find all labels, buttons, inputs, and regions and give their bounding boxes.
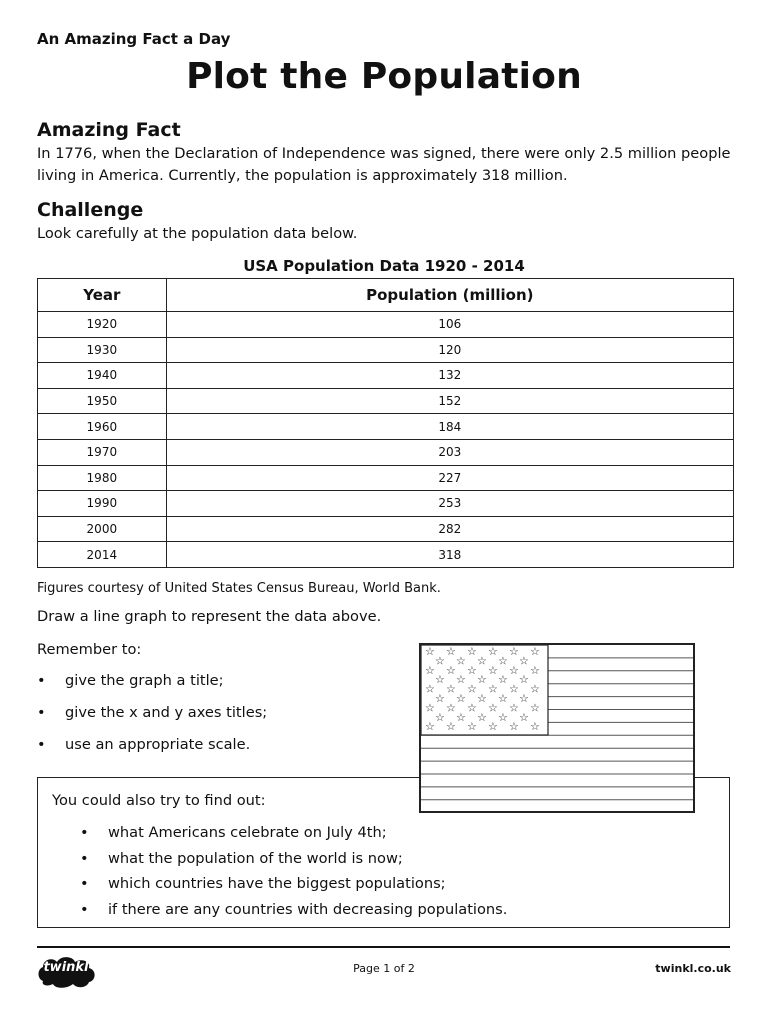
svg-text:☆: ☆: [509, 663, 519, 677]
svg-text:☆: ☆: [530, 663, 540, 677]
population-table: [37, 278, 734, 568]
svg-text:☆: ☆: [435, 654, 445, 668]
list-item: • what Americans celebrate on July 4th;: [80, 824, 507, 850]
year-cell: 2000: [38, 516, 167, 542]
table-row: [38, 516, 734, 542]
svg-text:☆: ☆: [530, 645, 540, 658]
challenge-text: Look carefully at the population data below.: [37, 225, 358, 242]
svg-text:☆: ☆: [519, 654, 529, 668]
svg-text:☆: ☆: [519, 692, 529, 705]
svg-text:☆: ☆: [488, 682, 498, 696]
table-row: [38, 542, 734, 568]
table-row: [38, 337, 734, 363]
table-row: [38, 414, 734, 440]
svg-text:☆: ☆: [446, 720, 456, 734]
svg-text:☆: ☆: [477, 710, 487, 724]
svg-text:☆: ☆: [446, 645, 456, 658]
year-cell: 2014: [38, 542, 167, 568]
population-cell: 282: [166, 516, 733, 542]
fact-heading: Amazing Fact: [37, 119, 181, 141]
svg-text:☆: ☆: [456, 673, 466, 687]
svg-text:☆: ☆: [477, 673, 487, 687]
svg-text:☆: ☆: [498, 710, 508, 724]
source-note: Figures courtesy of United States Census Bureau, World Bank.: [37, 581, 441, 596]
page-number: Page 1 of 2: [353, 962, 415, 975]
svg-text:☆: ☆: [467, 720, 477, 734]
challenge-heading: Challenge: [37, 199, 144, 221]
svg-text:☆: ☆: [530, 720, 540, 734]
list-item: • what the population of the world is now;: [80, 850, 507, 876]
footer-divider: [37, 946, 730, 948]
svg-text:☆: ☆: [456, 654, 466, 668]
population-cell: 120: [166, 337, 733, 363]
svg-text:☆: ☆: [530, 701, 540, 715]
table-row: [38, 388, 734, 414]
year-cell: 1990: [38, 491, 167, 517]
svg-text:☆: ☆: [435, 710, 445, 724]
find-out-intro: You could also try to find out:: [52, 792, 266, 809]
draw-instruction: Draw a line graph to represent the data above.: [37, 608, 382, 625]
list-item: • which countries have the biggest populations;: [80, 875, 507, 901]
svg-text:☆: ☆: [425, 645, 435, 658]
svg-text:☆: ☆: [488, 720, 498, 734]
table-row: [38, 491, 734, 517]
svg-text:☆: ☆: [519, 710, 529, 724]
svg-text:☆: ☆: [509, 682, 519, 696]
svg-text:☆: ☆: [425, 701, 435, 715]
svg-text:☆: ☆: [446, 701, 456, 715]
svg-text:☆: ☆: [509, 720, 519, 734]
table-row: [38, 439, 734, 465]
year-cell: 1940: [38, 363, 167, 389]
svg-text:☆: ☆: [435, 692, 445, 705]
svg-text:☆: ☆: [425, 663, 435, 677]
column-header-year: Year: [38, 279, 167, 312]
remember-list: [37, 672, 267, 768]
svg-text:☆: ☆: [519, 673, 529, 687]
population-cell: 184: [166, 414, 733, 440]
table-row: [38, 312, 734, 338]
svg-text:☆: ☆: [509, 701, 519, 715]
population-cell: 253: [166, 491, 733, 517]
svg-text:☆: ☆: [488, 701, 498, 715]
svg-text:☆: ☆: [488, 645, 498, 658]
list-item: • use an appropriate scale.: [37, 736, 267, 768]
svg-text:☆: ☆: [467, 682, 477, 696]
table-row: [38, 363, 734, 389]
svg-text:☆: ☆: [456, 692, 466, 705]
svg-text:☆: ☆: [498, 673, 508, 687]
svg-text:☆: ☆: [509, 645, 519, 658]
find-out-list: [80, 824, 507, 926]
column-header-population: Population (million): [166, 279, 733, 312]
year-cell: 1960: [38, 414, 167, 440]
svg-text:☆: ☆: [498, 654, 508, 668]
svg-text:☆: ☆: [435, 673, 445, 687]
svg-text:☆: ☆: [498, 692, 508, 705]
population-cell: 152: [166, 388, 733, 414]
svg-text:☆: ☆: [467, 701, 477, 715]
svg-text:☆: ☆: [488, 663, 498, 677]
list-item: • give the x and y axes titles;: [37, 704, 267, 736]
table-title: USA Population Data 1920 - 2014: [243, 257, 525, 275]
year-cell: 1930: [38, 337, 167, 363]
year-cell: 1980: [38, 465, 167, 491]
svg-text:☆: ☆: [477, 692, 487, 705]
svg-text:☆: ☆: [467, 645, 477, 658]
svg-text:☆: ☆: [467, 663, 477, 677]
svg-text:☆: ☆: [477, 654, 487, 668]
svg-text:☆: ☆: [530, 682, 540, 696]
usa-flag-illustration: [419, 643, 695, 813]
svg-text:☆: ☆: [446, 682, 456, 696]
year-cell: 1950: [38, 388, 167, 414]
population-cell: 203: [166, 439, 733, 465]
fact-text: In 1776, when the Declaration of Independence was signed, there were only 2.5 million people living in America. Currently, the population is approximately 318 million.: [37, 145, 731, 184]
logo-wordmark: twinkl: [43, 960, 89, 975]
list-item: • if there are any countries with decreasing populations.: [80, 901, 507, 927]
population-cell: 132: [166, 363, 733, 389]
year-cell: 1920: [38, 312, 167, 338]
svg-text:☆: ☆: [425, 682, 435, 696]
svg-text:☆: ☆: [456, 710, 466, 724]
population-cell: 227: [166, 465, 733, 491]
year-cell: 1970: [38, 439, 167, 465]
svg-text:☆: ☆: [446, 663, 456, 677]
list-item: • give the graph a title;: [37, 672, 267, 704]
remember-label: Remember to:: [37, 641, 142, 658]
population-cell: 318: [166, 542, 733, 568]
table-row: [38, 465, 734, 491]
series-title: An Amazing Fact a Day: [37, 30, 231, 48]
population-cell: 106: [166, 312, 733, 338]
svg-text:☆: ☆: [425, 720, 435, 734]
site-url: twinkl.co.uk: [655, 962, 731, 975]
page-title: Plot the Population: [186, 56, 582, 97]
